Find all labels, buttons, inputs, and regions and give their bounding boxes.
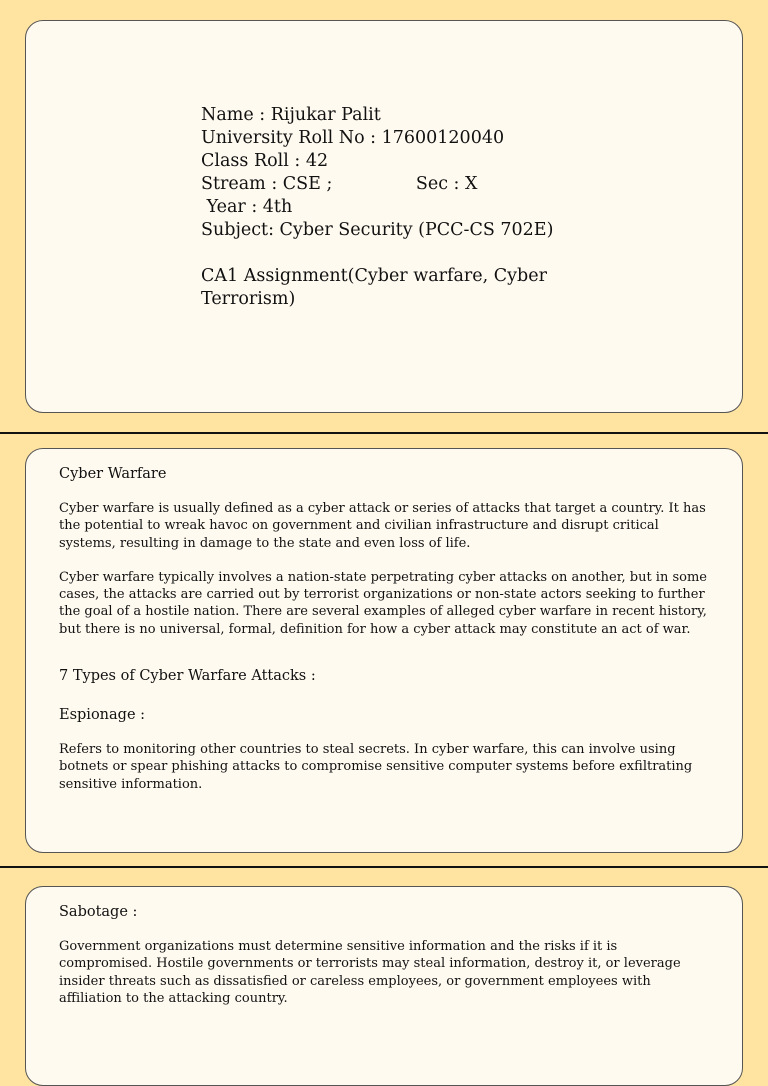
content-card-3 [25, 886, 743, 1086]
subject: Subject: Cyber Security (PCC-CS 702E) [201, 220, 554, 240]
paragraph-definition: Cyber warfare is usually defined as a cyber attack or series of attacks that target a country. It has the potential to wreak havoc on government and civilian infrastructure and disrupt critical systems, resulting in damage to the state and even loss of life. [59, 501, 706, 551]
page-3-content [59, 902, 709, 1007]
sabotage-paragraph: Government organizations must determine sensitive information and the risks if it is compromised. Hostile governments or terrorists may steal information, destroy it, or leverage insider threats such as dissatisfied or careless employees, or government employees with affiliation to the attacking country. [59, 939, 681, 1006]
year: Year : 4th [201, 197, 293, 217]
class-roll: Class Roll : 42 [201, 151, 329, 171]
espionage-heading: Espionage : [59, 707, 146, 724]
section-title: Cyber Warfare [59, 466, 167, 482]
assignment-title-line-1: CA1 Assignment(Cyber warfare, Cyber [201, 266, 547, 286]
page-1 [0, 0, 768, 432]
content-card-2 [25, 448, 743, 853]
page-2-content [59, 464, 709, 793]
assignment-title-line-2: Terrorism) [201, 289, 296, 309]
student-name: Name : Rijukar Palit [201, 105, 381, 125]
university-roll: University Roll No : 17600120040 [201, 128, 505, 148]
cover-card [25, 20, 743, 413]
sabotage-heading: Sabotage : [59, 904, 138, 920]
stream-section: Stream : CSE ; Sec : X [201, 174, 478, 194]
page-3 [0, 866, 768, 1024]
page-2 [0, 432, 768, 866]
espionage-paragraph: Refers to monitoring other countries to steal secrets. In cyber warfare, this can involve using botnets or spear phishing attacks to compromise sensitive computer systems before exfiltrating sensitive information. [59, 742, 693, 792]
cover-details [201, 104, 553, 311]
paragraph-nation-state: Cyber warfare typically involves a nation-state perpetrating cyber attacks on another, but in some cases, the attacks are carried out by terrorist organizations or non-state actors seeking to further the goal of a hostile nation. There are several examples of alleged cyber warfare in recent history, but there is no universal, formal, definition for how a cyber attack may constitute an act of war. [59, 569, 707, 637]
types-heading: 7 Types of Cyber Warfare Attacks : [59, 668, 316, 685]
